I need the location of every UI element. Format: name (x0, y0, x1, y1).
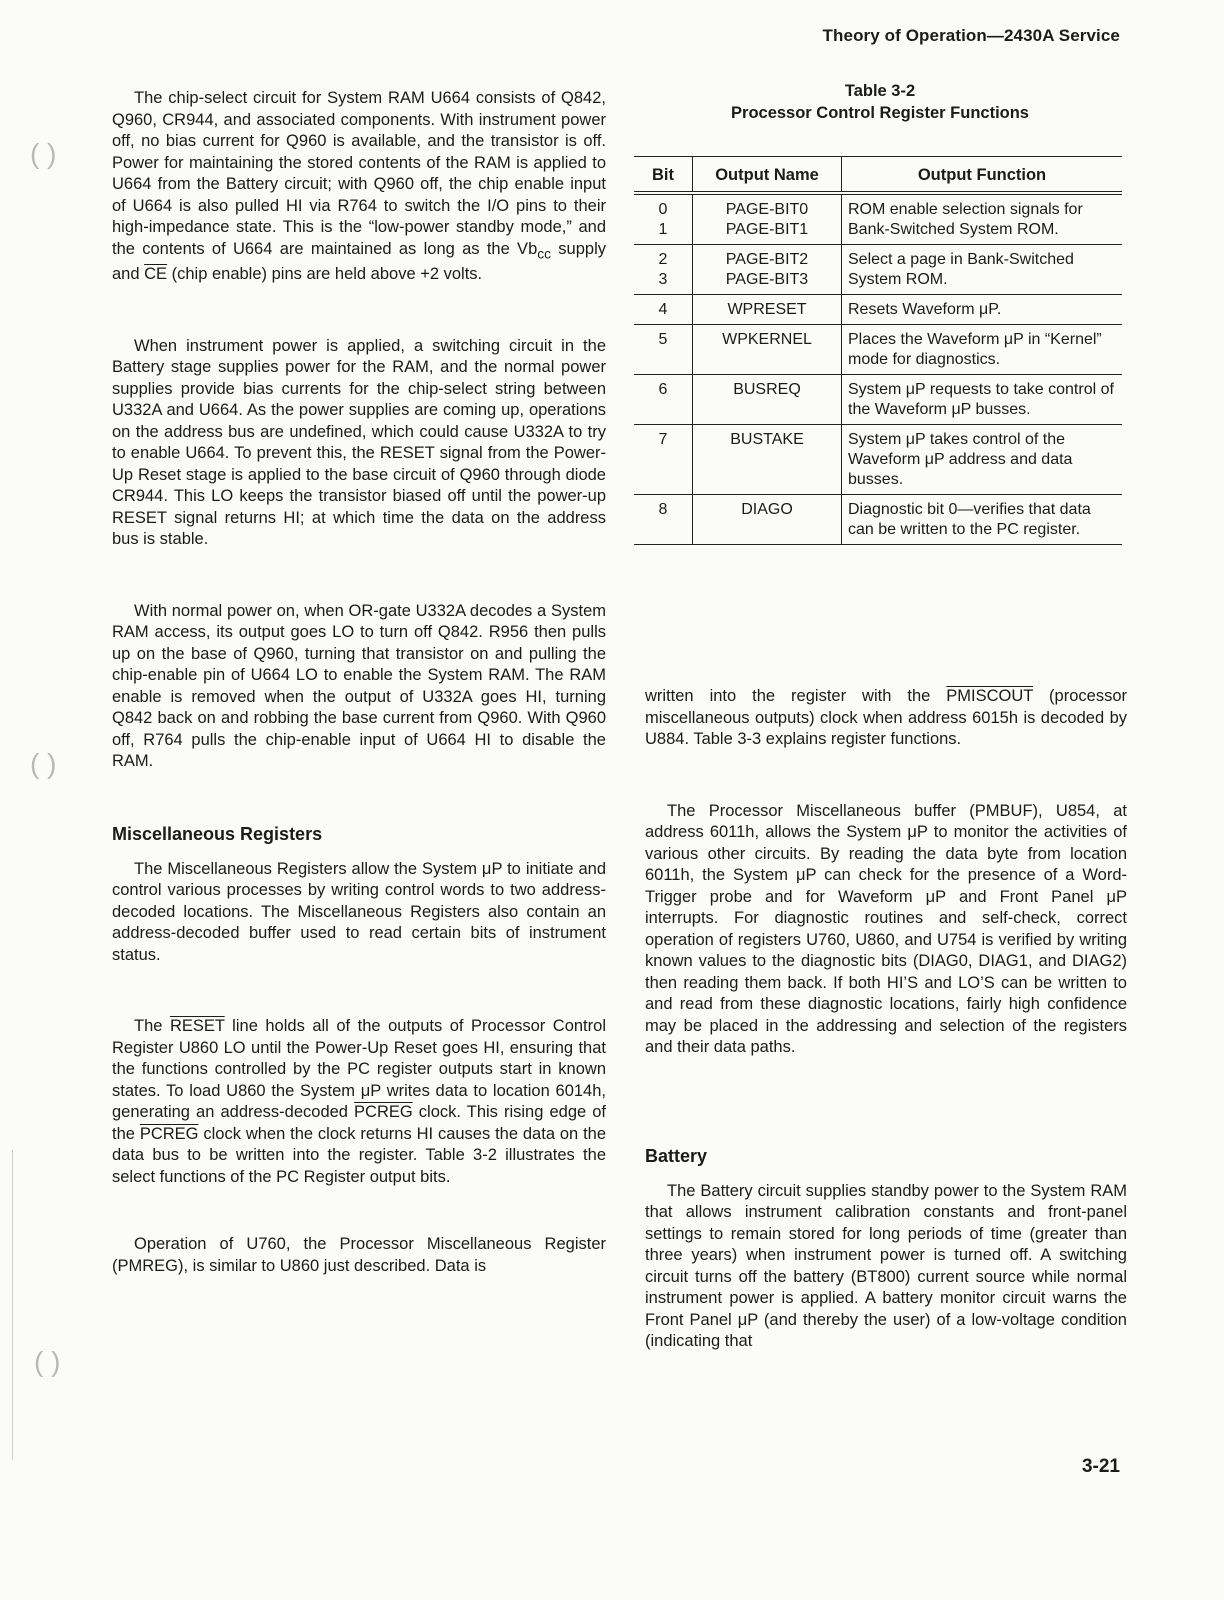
margin-edge-line (12, 1150, 13, 1460)
body-paragraph: The Processor Miscellaneous buffer (PMBUF), U854, at address 6011h, allows the System μP to monitor the activities of various other circuits. By reading the data byte from location 6011h, the System μP can check for the presence of a Word-Trigger probe and for Waveform μP and Front Panel μP interrupts. For diagnostic routines and self-check, correct operation of registers U760, U860, and U754 is verified by writing known values to the diagnostic bits (DIAG0, DIAG1, and DIAG2) then reading them back. If both HI’S and LO’S can be written to and read from these diagnostic locations, fairly high confidence may be placed in the addressing and selection of the registers and their data paths. (645, 801, 1127, 1056)
output-name-cell: BUSTAKE (693, 425, 842, 495)
punch-hole-mark: ( ) (34, 1346, 61, 1377)
table-row (634, 325, 1122, 375)
table-caption (640, 80, 1120, 124)
body-paragraph: The Miscellaneous Registers allow the System μP to initiate and control various processes by writing control words to two address-decoded locations. The Miscellaneous Registers also contain an address-decoded buffer used to read certain bits of instrument status. (112, 859, 606, 964)
body-paragraph: Operation of U760, the Processor Miscellaneous Register (PMREG), is similar to U860 just described. Data is (112, 1235, 606, 1275)
bit-cell: 2 3 (634, 245, 693, 295)
table-row (634, 193, 1122, 245)
bit-cell: 5 (634, 325, 693, 375)
bit-cell: 4 (634, 295, 693, 325)
table-row (634, 375, 1122, 425)
output-name-cell: WPKERNEL (693, 325, 842, 375)
subscript-cc: cc (537, 245, 551, 261)
column-header-output-function: Output Function (842, 157, 1123, 194)
column-header-bit: Bit (634, 157, 693, 194)
output-function-cell: Places the Waveform μP in “Kernel” mode for diagnostics. (842, 325, 1123, 375)
pcreg-overline: PCREG (354, 1103, 413, 1122)
output-name-cell: DIAGO (693, 495, 842, 545)
table-row (634, 495, 1122, 545)
output-function-cell: Diagnostic bit 0—verifies that data can be written to the PC register. (842, 495, 1123, 545)
punch-hole-mark: ( ) (30, 138, 57, 169)
table-header-row (634, 157, 1122, 194)
bit-cell: 6 (634, 375, 693, 425)
reset-overline: RESET (169, 1017, 225, 1036)
punch-hole-mark: ( ) (30, 748, 57, 779)
section-heading-battery: Battery (645, 1145, 708, 1166)
pmiscout-overline: PMISCOUT (946, 687, 1034, 705)
table-row (634, 295, 1122, 325)
bit-cell: 8 (634, 495, 693, 545)
output-name-cell: PAGE-BIT2 PAGE-BIT3 (693, 245, 842, 295)
body-paragraph: written into the register with the PMISCOUT (processor miscellaneous outputs) clock when address 6015h is decoded by U884. Table 3-3 explains register functions. (645, 687, 1127, 748)
output-function-cell: System μP requests to take control of the Waveform μP busses. (842, 375, 1123, 425)
output-name-cell: PAGE-BIT0 PAGE-BIT1 (693, 193, 842, 245)
right-column (645, 686, 1127, 1353)
output-function-cell: Select a page in Bank-Switched System ROM. (842, 245, 1123, 295)
running-header: Theory of Operation—2430A Service (822, 26, 1120, 45)
output-name-cell: WPRESET (693, 295, 842, 325)
table-title: Processor Control Register Functions (731, 104, 1029, 122)
left-column (112, 88, 606, 1277)
output-function-cell: Resets Waveform μP. (842, 295, 1123, 325)
table-number: Table 3-2 (844, 82, 916, 100)
body-paragraph: When instrument power is applied, a switching circuit in the Battery stage supplies power for the RAM, and the normal power supplies provide bias currents for the chip-select string between U332A and U664. As the power supplies are coming up, operations on the address bus are undefined, which could cause U332A to try to enable U664. To prevent this, the RESET signal from the Power-Up Reset stage is applied to the base circuit of Q960 through diode CR944. This LO keeps the transistor biased off until the power-up RESET signal returns HI; at which time the data on the address bus is stable. (112, 336, 606, 549)
processor-control-register-table (634, 156, 1122, 545)
column-header-output-name: Output Name (693, 157, 842, 194)
output-function-cell: System μP takes control of the Waveform μP address and data busses. (842, 425, 1123, 495)
pcreg-overline: PCREG (139, 1124, 199, 1143)
page-number: 3-21 (1081, 1456, 1120, 1477)
output-function-cell: ROM enable selection signals for Bank-Switched System ROM. (842, 193, 1123, 245)
table-row (634, 245, 1122, 295)
body-paragraph: The chip-select circuit for System RAM U664 consists of Q842, Q960, CR944, and associated components. With instrument power off, no bias current for Q960 is available, and the transistor is off. Power for maintaining the stored contents of the RAM is applied to U664 from the Battery circuit; with Q960 off, the chip enable input of U664 is also pulled HI via R764 to switch the I/O pins to their high-impedance state. This is the “low-power standby mode,” and the contents of U664 are maintained as long as the $Vb_{cc}$ supply and $\overline{CE}$ (chip enable) pins are held above +2 volts. (112, 89, 606, 284)
output-name-cell: BUSREQ (693, 375, 842, 425)
body-paragraph: The RESET line holds all of the outputs of Processor Control Register U860 LO until the Power-Up Reset goes HI, ensuring that the functions controlled by the PC register outputs start in known states. To load U860 the System μP writes data to location 6014h, generating an address-decoded PCREG clock. This rising edge of the PCREG clock when the clock returns HI causes the data on the data bus to be written into the register. Table 3-2 illustrates the select functions of the PC Register output bits. (112, 1017, 607, 1186)
table-row (634, 425, 1122, 495)
ce-overline: $\overline{CE}$ (144, 265, 168, 284)
section-heading-misc-registers: Miscellaneous Registers (112, 823, 323, 844)
body-paragraph: The Battery circuit supplies standby power to the System RAM that allows instrument calibration constants and front-panel settings to remain stored for long periods of time (greater than three years) when instrument power is turned off. A switching circuit turns off the battery (BT800) current source while normal instrument power is applied. A battery monitor circuit warns the Front Panel μP (and thereby the user) of a low-voltage condition (indicating that (645, 1181, 1127, 1350)
bit-cell: 7 (634, 425, 693, 495)
body-paragraph: With normal power on, when OR-gate U332A decodes a System RAM access, its output goes LO to turn off Q842. R956 then pulls up on the base of Q960, turning that transistor on and pulling the chip-enable pin of U664 LO to enable the System RAM. The RAM enable is removed when the output of U332A goes HI, turning Q842 back on and robbing the base current from Q960. With Q960 off, R764 pulls the chip-enable input of U664 HI to disable the RAM. (112, 601, 606, 771)
bit-cell: 0 1 (634, 193, 693, 245)
